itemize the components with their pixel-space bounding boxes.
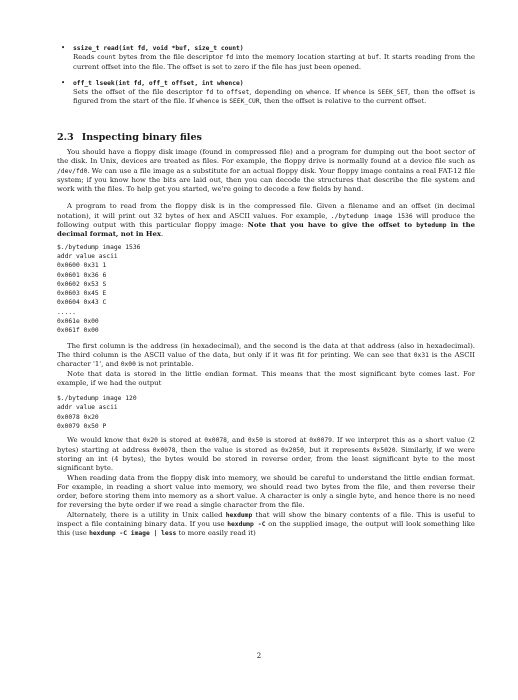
- paragraph-interpret: [57, 436, 475, 473]
- paragraph-endian: [57, 370, 475, 389]
- text-run: is: [219, 97, 230, 106]
- text-run: . We can use a file image as a substitute for an actual floppy disk. Your floppy image contains a real FAT-12 file system; if you know how the bits are laid out, then you can decode the structures that describe the file system and work with the files. To help get you started, we're going to decode a few fields by hand.: [57, 166, 475, 194]
- page-number: 2: [256, 652, 262, 660]
- code-line: 0x0603 0x45 E: [57, 290, 107, 298]
- code-line: 0x0604 0x43 C: [57, 299, 107, 307]
- inline-code: 0x20: [142, 437, 158, 445]
- code-line: 0x0602 0x53 S: [57, 280, 107, 288]
- text-run: bytes from the file descriptor: [116, 53, 226, 62]
- text-run: that will show the binary contents of a file. This is useful to inspect a file containing binary data. If you use: [57, 510, 475, 528]
- inline-code: count: [97, 54, 116, 62]
- code-line: addr value ascii: [57, 252, 118, 260]
- inline-code: buf: [367, 54, 380, 62]
- text-run: is: [365, 88, 378, 97]
- paragraph-reading: [57, 474, 475, 511]
- code-line: 0x061f 0x00: [57, 327, 99, 335]
- function-description: [73, 88, 475, 107]
- text-run: to: [213, 88, 227, 97]
- code-line: $./bytedump image 1536: [57, 243, 141, 251]
- paragraph-intro: [57, 148, 475, 194]
- text-run: . If: [329, 88, 343, 97]
- inline-code: /dev/fd0: [57, 167, 88, 175]
- function-signature: ssize_t read(int fd, void *buf, size_t count): [73, 45, 244, 52]
- paragraph-bytedump: [57, 202, 475, 239]
- inline-code: 0x2050: [281, 446, 304, 454]
- body-text: [57, 148, 475, 539]
- text-run: Sets the offset of the file descriptor: [73, 88, 206, 97]
- inline-code: 0x0078: [204, 437, 227, 445]
- code-line: 0x0078 0x20: [57, 413, 99, 421]
- text-run: , depending on: [249, 88, 307, 97]
- section-heading: [57, 132, 475, 143]
- function-description: [73, 53, 475, 72]
- inline-code: offset: [226, 89, 250, 97]
- text-run: is the ASCII character '1', and: [57, 350, 475, 369]
- text-run: When reading data from the floppy disk into memory, we should be careful to understand the little endian format. For example, in reading a short value into memory, we should read two bytes from the file, and then reverse their order, before storing them into memory as a short value. A character is only a single byte, and hence there is no need for reversing the byte order if we read a single character from the file.: [57, 473, 475, 510]
- function-signature: off_t lseek(int fd, off_t offset, int whence): [73, 79, 244, 87]
- code-line: addr value ascii: [57, 404, 118, 412]
- inline-code: fd: [205, 89, 214, 97]
- function-lseek: [57, 79, 475, 107]
- text-run: Note that data is stored in the little endian format. This means that the most significant byte comes last. For example, if we had the output: [57, 369, 475, 387]
- inline-code: 0x5020: [372, 446, 396, 454]
- text-run: on the supplied image, the output will look something like this (use: [57, 519, 475, 538]
- text-run: . If we interpret this as a short value (2 bytes) starting at address: [57, 436, 476, 454]
- text-run: to more easily read it): [176, 529, 256, 538]
- inline-code: whence: [196, 98, 220, 106]
- code-block-1: [57, 243, 475, 336]
- text-run: We would know that: [67, 436, 143, 445]
- inline-code: hexdump -C image | less: [89, 530, 177, 538]
- code-line: 0x0600 0x31 1: [57, 262, 107, 270]
- bullet-icon: •: [61, 44, 66, 52]
- inline-code: hexdump -C: [227, 520, 266, 528]
- code-block-2: [57, 394, 475, 431]
- text-run: will produce the following output with this particular floppy image:: [57, 211, 475, 230]
- text-run: is stored at: [262, 436, 310, 445]
- text-run: , then the offset is figured from the start of the file. If: [73, 88, 476, 106]
- inline-code: bytedump: [416, 222, 447, 230]
- code-line: 0x0079 0x50 P: [57, 423, 107, 431]
- function-read: [57, 44, 475, 72]
- bullet-icon: •: [61, 78, 66, 87]
- inline-code: SEEK_SET: [377, 89, 409, 97]
- text-run: The first column is the address (in hexadecimal), and the second is the data at that address (also in hexadecimal). The third column is the ASCII value of the data, but only if it was fit for printing. We can see that: [57, 341, 475, 359]
- code-line: $./bytedump image 120: [57, 395, 137, 403]
- inline-code: ./bytedump image 1536: [330, 212, 413, 220]
- text-run: in the decimal format, not in Hex: [57, 221, 475, 239]
- inline-code: 0x00: [120, 361, 136, 369]
- inline-code: 0x0079: [309, 437, 332, 445]
- text-run: . It starts reading from the current offset into the file. The offset is set to zero if the file has just been opened.: [73, 53, 475, 71]
- code-line: 0x0601 0x36 6: [57, 271, 107, 279]
- text-run: , but it represents: [303, 445, 373, 454]
- inline-code: whence: [342, 89, 366, 97]
- code-line: .....: [57, 308, 76, 316]
- inline-code: fd: [225, 54, 234, 62]
- inline-code: hexdump: [225, 511, 253, 519]
- text-run: , then the offset is relative to the current offset.: [259, 97, 427, 106]
- paragraph-hexdump: [57, 511, 475, 539]
- paragraph-columns: [57, 342, 475, 370]
- text-run: Alternately, there is a utility in Unix called: [67, 510, 226, 519]
- text-run: Note that you have to give the offset to: [247, 221, 417, 230]
- inline-code: 0x31: [413, 351, 429, 359]
- text-run: A program to read from the floppy disk is in the compressed file. Given a filename and an offset (in decimal notation), it will print out 32 bytes of hex and ASCII values. For example,: [57, 202, 475, 220]
- text-run: is stored at: [157, 436, 205, 445]
- text-run: .: [160, 230, 164, 239]
- inline-code: SEEK_CUR: [229, 98, 260, 106]
- text-run: You should have a floppy disk image (found in compressed file) and a program for dumping out the boot sector of the disk. In Unix, devices are treated as files. For example, the floppy drive is normally found at a device file such as: [57, 148, 475, 166]
- text-run: Reads: [73, 53, 98, 62]
- text-run: . Similarly, if we were storing an int (4 bytes), the bytes would be stored in reverse order, from the least significant byte to the most significant byte.: [57, 445, 476, 473]
- inline-code: 0x0078: [152, 446, 176, 454]
- inline-code: 0x50: [247, 437, 263, 445]
- text-run: into the memory location starting at: [233, 53, 368, 62]
- section-number: 2.3: [57, 132, 74, 143]
- code-line: 0x061e 0x00: [57, 318, 99, 326]
- inline-code: whence: [306, 89, 330, 97]
- section-title: Inspecting binary files: [81, 132, 202, 143]
- text-run: is not printable.: [135, 360, 194, 369]
- text-run: , and: [226, 436, 248, 445]
- text-run: , then the value is stored as: [175, 445, 282, 454]
- function-list: [57, 44, 475, 107]
